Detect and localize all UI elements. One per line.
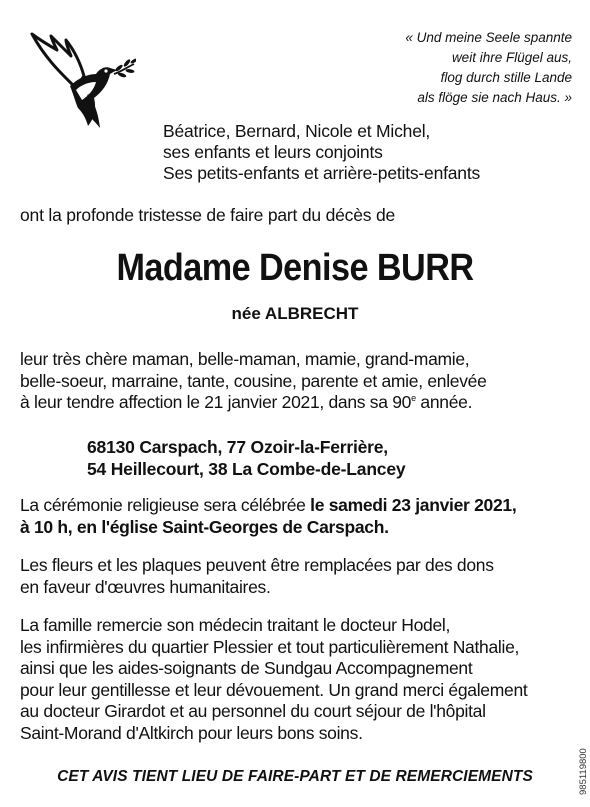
flowers-paragraph bbox=[20, 555, 575, 598]
flowers-line: Les fleurs et les plaques peuvent être remplacées par des dons bbox=[20, 555, 494, 575]
tribute-text: à leur tendre affection le 21 janvier 2021, dans sa 90 bbox=[20, 392, 412, 412]
ceremony-date: le samedi 23 janvier 2021, bbox=[310, 495, 517, 515]
address-line: 68130 Carspach, 77 Ozoir-la-Ferrière, bbox=[87, 437, 388, 457]
poem-line: weit ihre Flügel aus, bbox=[451, 50, 572, 65]
family-line: Ses petits-enfants et arrière-petits-enfants bbox=[163, 163, 481, 183]
ceremony-location: à 10 h, en l'église Saint-Georges de Carspach. bbox=[20, 516, 389, 537]
deceased-name: Madame Denise BURR bbox=[116, 247, 474, 289]
poem-line: als flöge sie nach Haus. » bbox=[417, 90, 572, 105]
tribute-line bbox=[20, 392, 575, 414]
flowers-line: en faveur d'œuvres humanitaires. bbox=[20, 576, 271, 597]
ordinal-suffix: e bbox=[411, 393, 416, 403]
thanks-line: pour leur gentillesse et leur dévouement. Un grand merci également bbox=[20, 679, 528, 700]
family-members bbox=[163, 121, 480, 184]
poem-quote bbox=[312, 28, 572, 108]
tribute-line: leur très chère maman, belle-maman, mamie, grand-mamie, bbox=[20, 349, 470, 369]
family-line: ses enfants et leurs conjoints bbox=[163, 142, 383, 162]
family-line: Béatrice, Bernard, Nicole et Michel, bbox=[163, 121, 431, 141]
poem-line: « Und meine Seele spannte bbox=[405, 30, 572, 45]
announcement-text: ont la profonde tristesse de faire part du décès de bbox=[20, 205, 396, 225]
ceremony-text: La cérémonie religieuse sera célébrée bbox=[20, 495, 311, 515]
footer-notice: CET AVIS TIENT LIEU DE FAIRE-PART ET DE REMERCIEMENTS bbox=[57, 768, 533, 785]
tribute-paragraph bbox=[20, 349, 575, 414]
reference-number: 985119800 bbox=[578, 748, 589, 795]
ceremony-paragraph bbox=[20, 495, 575, 538]
thanks-line: au docteur Girardot et au personnel du court séjour de l'hôpital bbox=[20, 701, 486, 721]
thanks-line: les infirmières du quartier Plessier et tout particulièrement Nathalie, bbox=[20, 636, 520, 657]
thanks-line: ainsi que les aides-soignants de Sundgau Accompagnement bbox=[20, 658, 473, 678]
tribute-line: belle-soeur, marraine, tante, cousine, parente et amie, enlevée bbox=[20, 370, 487, 391]
ceremony-line bbox=[20, 495, 575, 517]
thanks-line: La famille remercie son médecin traitant le docteur Hodel, bbox=[20, 615, 451, 635]
addresses bbox=[87, 437, 405, 480]
address-line: 54 Heillecourt, 38 La Combe-de-Lancey bbox=[87, 458, 406, 479]
thanks-line: Saint-Morand d'Altkirch pour leurs bons soins. bbox=[20, 722, 363, 743]
tribute-text: année. bbox=[415, 392, 473, 412]
thanks-paragraph bbox=[20, 615, 575, 744]
dove-with-olive-branch-icon bbox=[24, 28, 136, 136]
poem-line: flog durch stille Lande bbox=[440, 70, 572, 85]
maiden-name: née ALBRECHT bbox=[231, 304, 359, 323]
